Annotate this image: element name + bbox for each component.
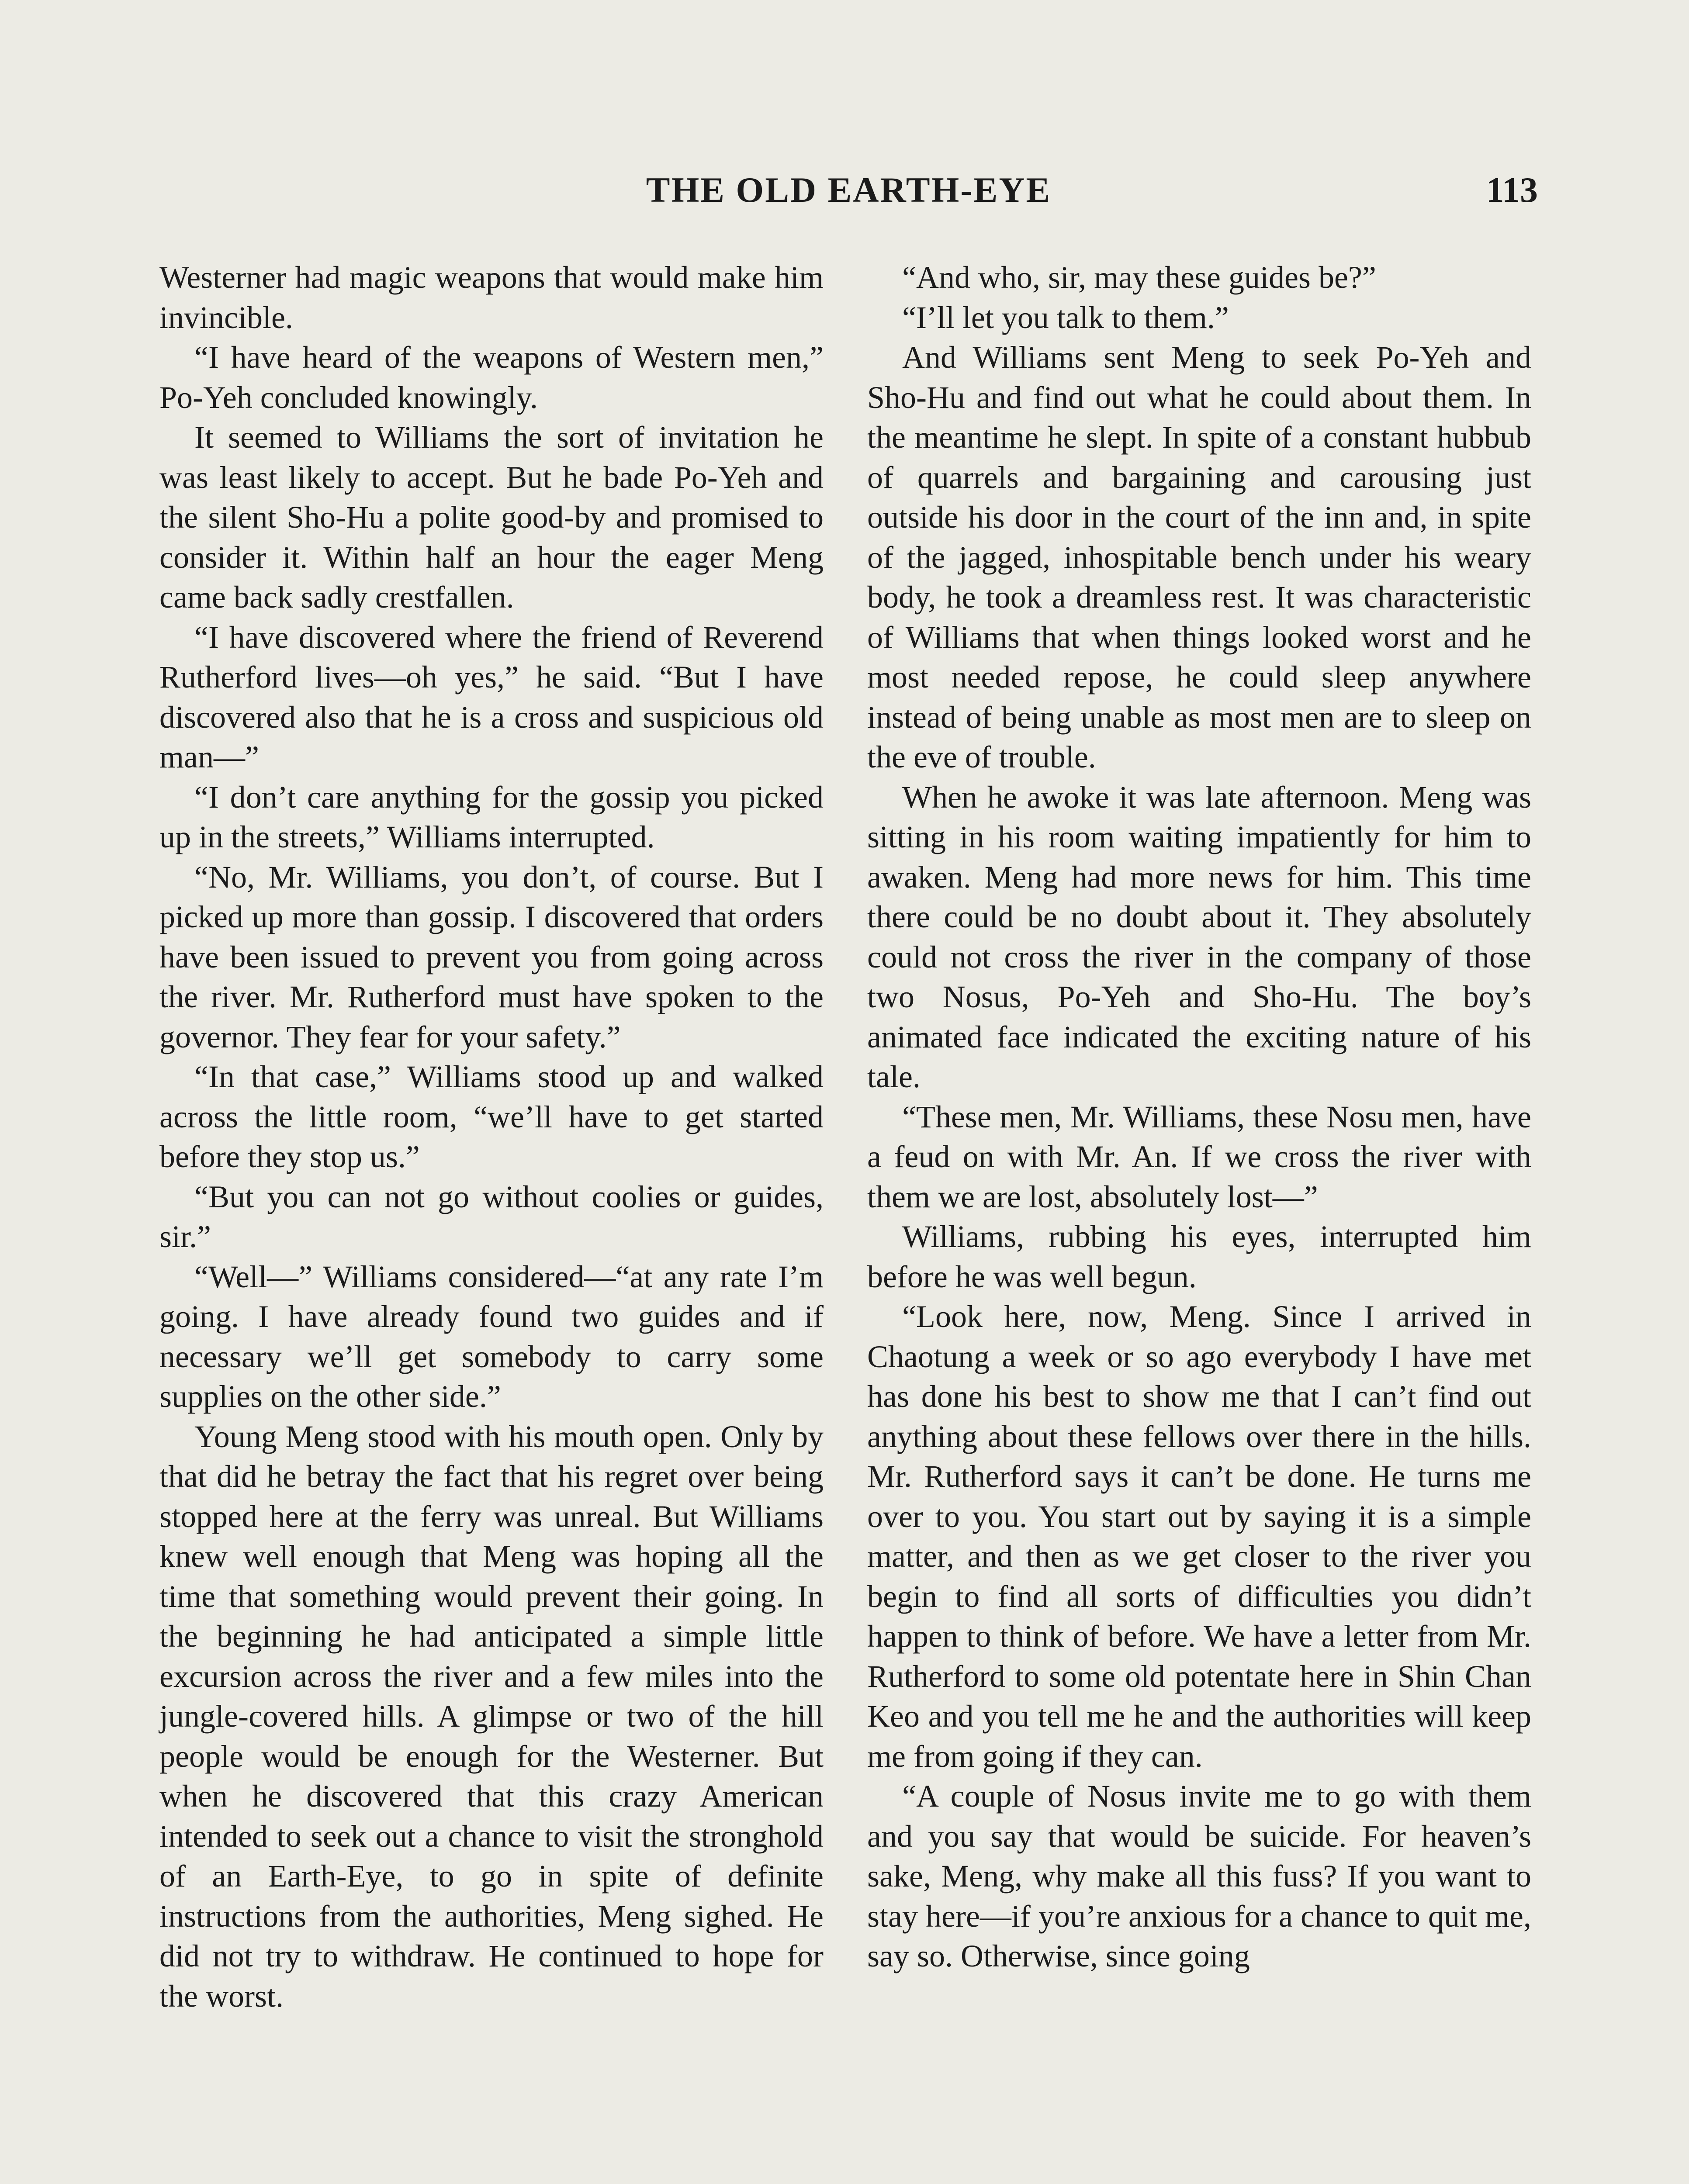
paragraph: “And who, sir, may these guides be?” — [902, 260, 1376, 295]
paragraph: “Well—” Williams considered—“at any rate I’m going. I have already found two guides and if necessary we’ll get somebody to carry some supplies on the other side.” — [159, 1259, 824, 1414]
paragraph: When he awoke it was late afternoon. Meng was sitting in his room waiting impatiently for him to awaken. Meng had more news for him. This time there could be no doubt about it. They absolutely could not cross the river in the company of those two Nosus, Po-Yeh and Sho-Hu. The boy’s animated face indicated the exciting nature of his tale. — [867, 779, 1531, 1094]
paragraph: Young Meng stood with his mouth open. Only by that did he betray the fact that his regret over being stopped here at the ferry was unreal. But Williams knew well enough that Meng was hoping all the time that something would prevent their going. In the beginning he had anticipated a simple little excursion across the river and a few miles into the jungle-covered hills. A glimpse or two of the hill people would be enough for the Westerner. But when he discovered that this crazy American intended to seek out a chance to visit the stronghold of an Earth-Eye, to go in spite of definite instructions from the authorities, Meng sighed. He did not try to withdraw. He continued to hope for the worst. — [159, 1419, 824, 2014]
paragraph: And Williams sent Meng to seek Po-Yeh and Sho-Hu and find out what he could about them. In the meantime he slept. In spite of a constant hubbub of quarrels and bargaining and carousing just outside his door in the court of the inn and, in spite of the jagged, inhospitable bench under his weary body, he took a dreamless rest. It was characteristic of Williams that when things looked worst and he most needed repose, he could sleep anywhere instead of being unable as most men are to sleep on the eve of trouble. — [867, 340, 1531, 774]
running-head — [159, 166, 1538, 214]
paragraph: “No, Mr. Williams, you don’t, of course. But I picked up more than gossip. I discovered that orders have been issued to prevent you from going across the river. Mr. Rutherford must have spoken to the governor. They fear for your safety.” — [159, 859, 824, 1054]
left-text-column — [159, 258, 824, 2016]
paragraph: It seemed to Williams the sort of invitation he was least likely to accept. But he bade Po-Yeh and the silent Sho-Hu a polite good-by and promised to consider it. Within half an hour the eager Meng came back sadly crestfallen. — [159, 420, 824, 615]
paragraph: “These men, Mr. Williams, these Nosu men, have a feud on with Mr. An. If we cross the river with them we are lost, absolutely lost—” — [867, 1099, 1531, 1214]
paragraph: “In that case,” Williams stood up and walked across the little room, “we’ll have to get started before they stop us.” — [159, 1059, 824, 1174]
paragraph: “Look here, now, Meng. Since I arrived in Chaotung a week or so ago everybody I have met has done his best to show me that I can’t find out anything about these fellows over there in the hills. Mr. Rutherford says it can’t be done. He turns me over to you. You start out by saying it is a simple matter, and then as we get closer to the river you begin to find all sorts of difficulties you didn’t happen to think of before. We have a letter from Mr. Rutherford to some old potentate here in Shin Chan Keo and you tell me he and the authorities will keep me from going if they can. — [867, 1299, 1531, 1774]
right-text-column — [867, 258, 1531, 1977]
paragraph: “I have heard of the weapons of Western men,” Po-Yeh concluded knowingly. — [159, 340, 824, 415]
paragraph: Williams, rubbing his eyes, interrupted him before he was well begun. — [867, 1219, 1531, 1294]
paragraph: “I don’t care anything for the gossip you picked up in the streets,” Williams interrupted. — [159, 779, 824, 854]
page-number: 113 — [1486, 170, 1538, 210]
paragraph: “I’ll let you talk to them.” — [902, 300, 1229, 335]
paragraph: “But you can not go without coolies or guides, sir.” — [159, 1179, 824, 1254]
paragraph: “I have discovered where the friend of Reverend Rutherford lives—oh yes,” he said. “But I have discovered also that he is a cross and suspicious old man—” — [159, 619, 824, 774]
paragraph: Westerner had magic weapons that would make him invincible. — [159, 260, 824, 335]
paragraph: “A couple of Nosus invite me to go with them and you say that would be suicide. For heaven’s sake, Meng, why make all this fuss? If you want to stay here—if you’re anxious for a chance to quit me, say so. Otherwise, since going — [867, 1779, 1531, 1973]
running-title: THE OLD EARTH-EYE — [646, 170, 1052, 210]
